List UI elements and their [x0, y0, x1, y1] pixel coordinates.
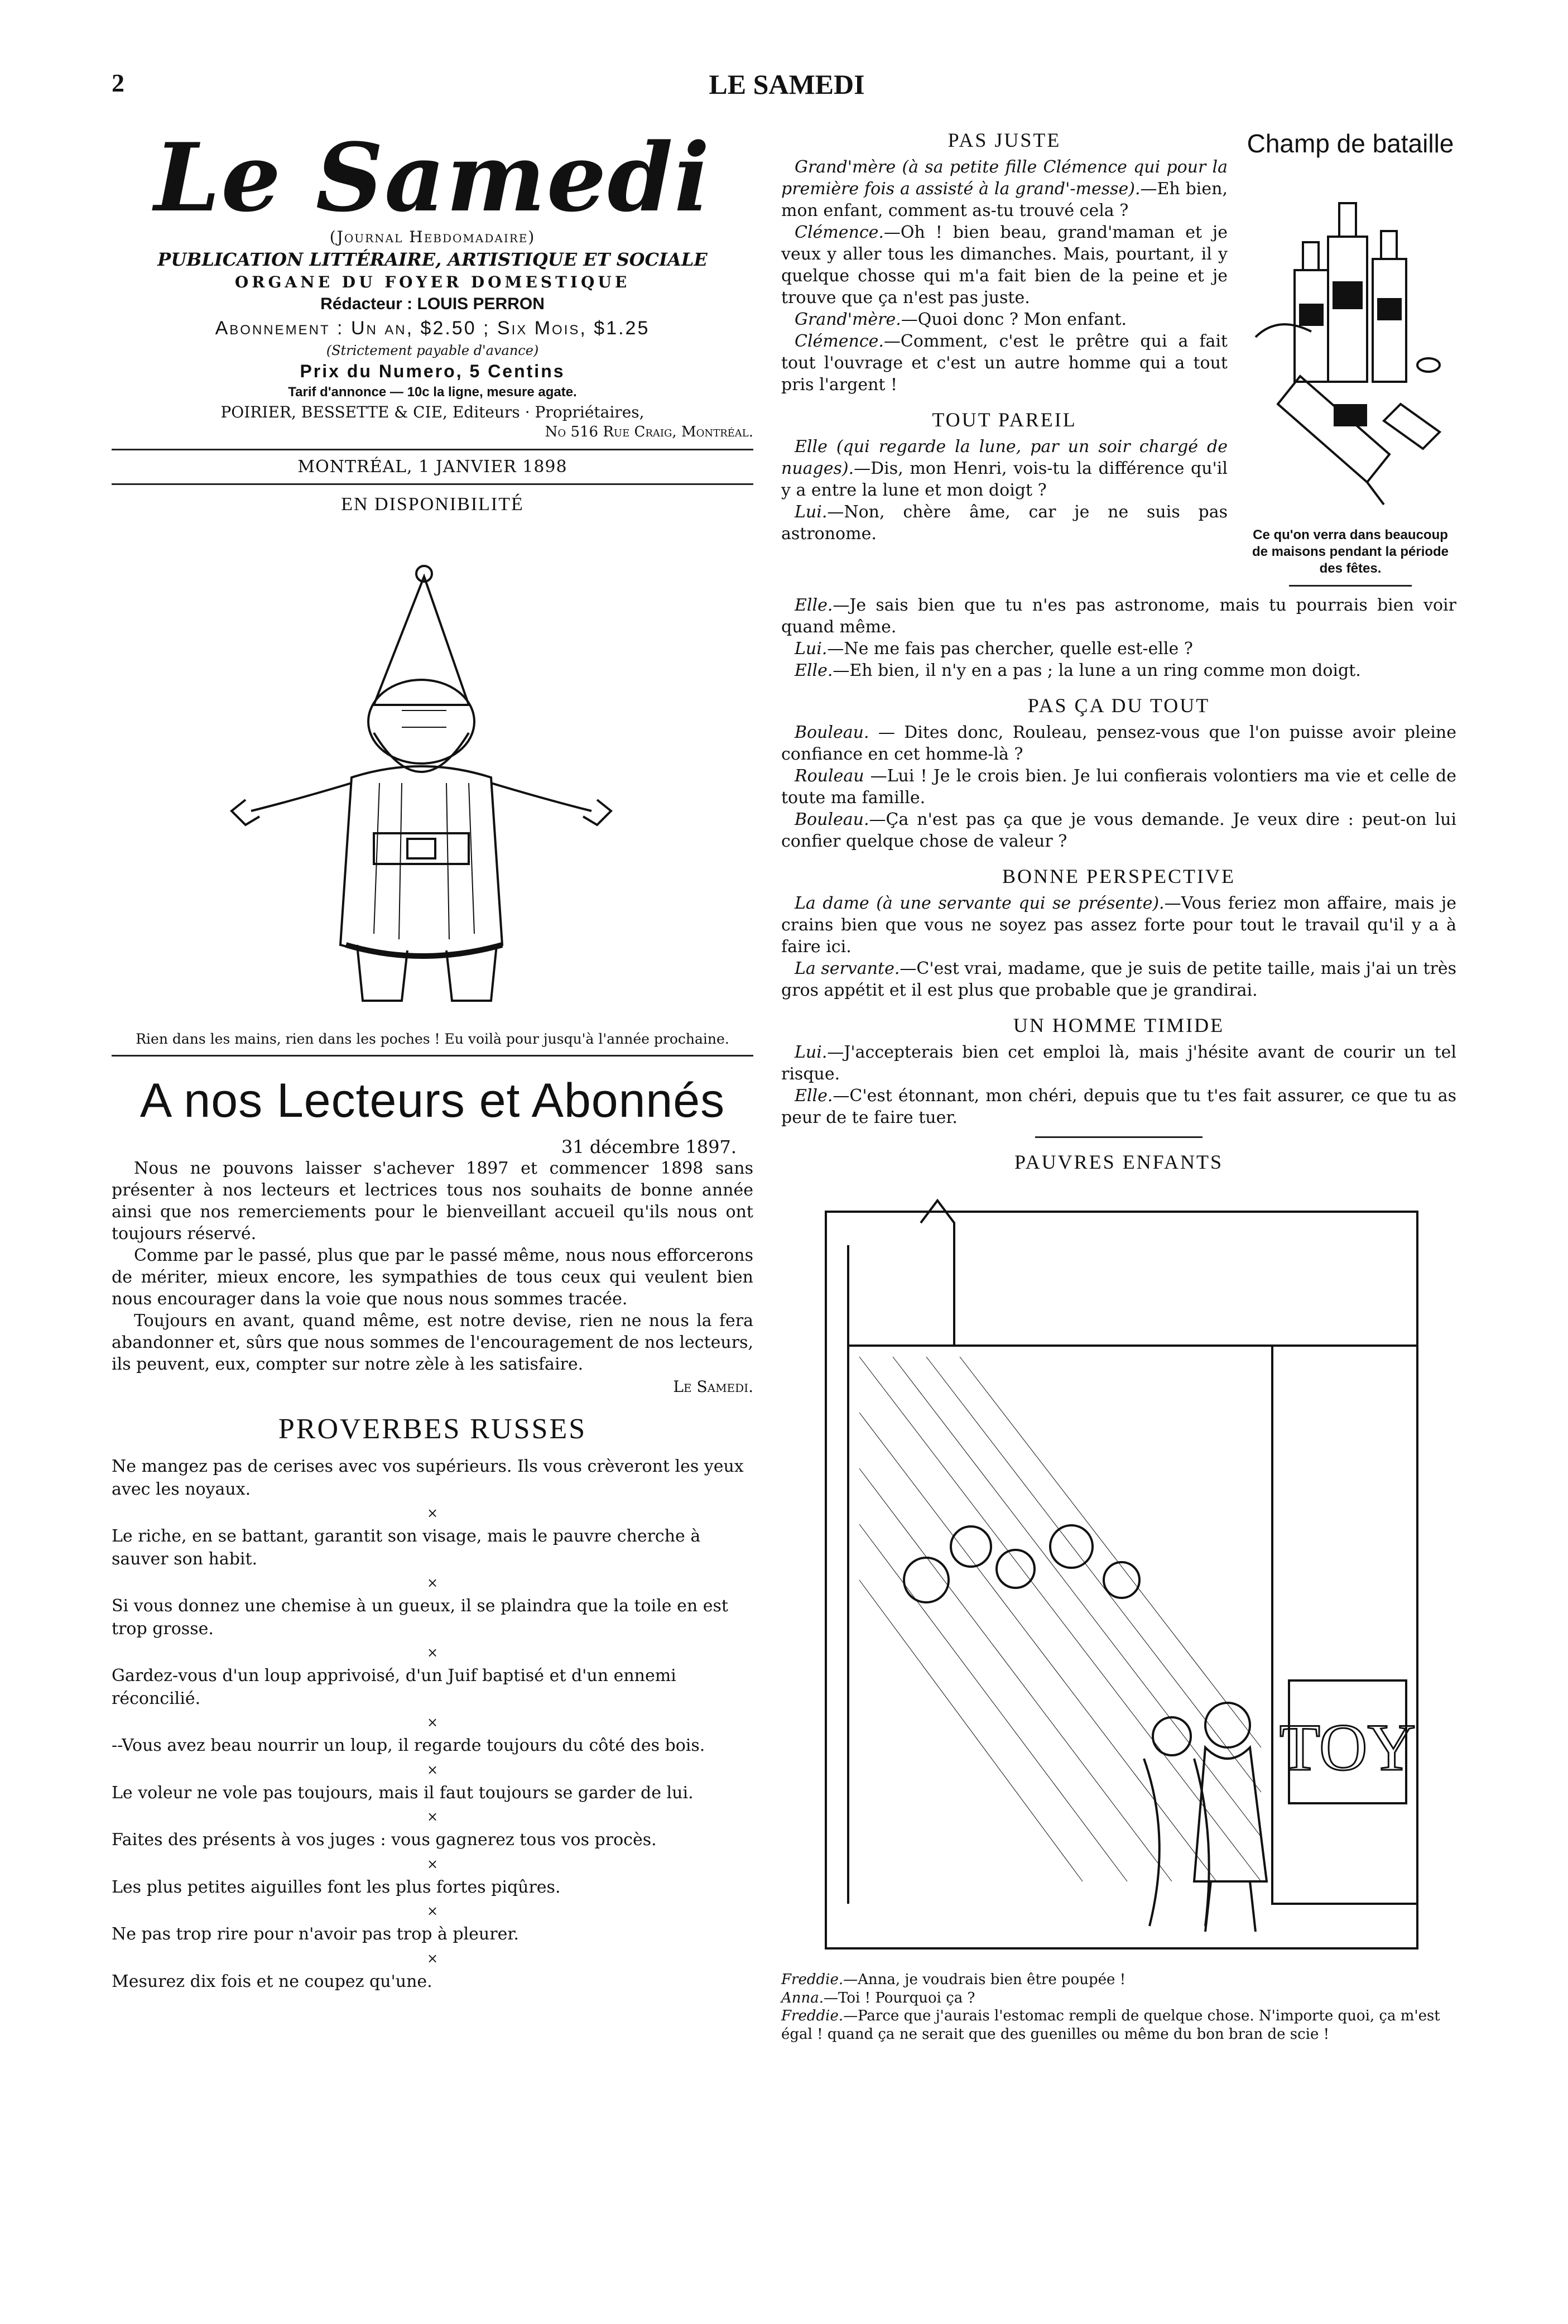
- champ-section: [1244, 128, 1456, 594]
- speech: —J'accepterais bien cet emploi là, mais j'hésite avant de courir un tel risque.: [781, 1043, 1456, 1084]
- timide-dialogue: [781, 1041, 1456, 1129]
- masthead-payable: (Strictement payable d'avance): [326, 342, 539, 358]
- speech: —Toi ! Pourquoi ça ?: [824, 1989, 975, 2006]
- lecteurs-body: [112, 1158, 753, 1375]
- speaker: Elle.: [795, 661, 833, 680]
- masthead: [112, 122, 753, 442]
- speaker: Clémence.: [795, 332, 884, 351]
- speaker: Freddie.: [781, 2008, 844, 2024]
- lecteurs-paragraph: Toujours en avant, quand même, est notre devise, rien ne nous la fera abandonner et, sûrs que nous sommes de l'encouragement de nos lecteurs, ils peuvent, eux, compter sur notre zèle à les satisfaire.: [112, 1311, 753, 1375]
- separator: ×: [426, 1505, 439, 1521]
- speech: — Dites donc, Rouleau, pensez-vous que l'on puisse avoir pleine confiance en cet homme-là ?: [781, 723, 1456, 764]
- pauvres-caption: [781, 1971, 1456, 2043]
- dialogue-line: [781, 722, 1456, 765]
- dialogue-line: [781, 156, 1228, 222]
- divider: [112, 449, 753, 450]
- speaker: Grand'mère.: [795, 310, 901, 329]
- proverbes-list: [112, 1456, 753, 1993]
- speaker: Rouleau: [795, 766, 864, 786]
- masthead-editeurs: POIRIER, BESSETTE & CIE, Editeurs · Propriétaires,: [220, 402, 644, 421]
- proverb: --Vous avez beau nourrir un loup, il regarde toujours du côté des bois.: [112, 1736, 705, 1756]
- masthead-redacteur: Rédacteur : LOUIS PERRON: [320, 295, 545, 314]
- divider: [1289, 585, 1412, 587]
- dialogue-line: [781, 765, 1456, 809]
- masthead-title: Le Samedi: [154, 122, 711, 233]
- bonne-title: BONNE PERSPECTIVE: [1002, 865, 1236, 887]
- masthead-subtitle: (Journal Hebdomadaire): [329, 228, 536, 247]
- champ-title: Champ de bataille: [1247, 129, 1454, 158]
- speech: —Lui ! Je le crois bien. Je lui confierais volontiers ma vie et celle de toute ma famille.: [781, 766, 1456, 808]
- speech: —Dis, mon Henri, vois-tu la différence qu'il y a entre la lune et mon doigt ?: [781, 459, 1228, 500]
- dialogue-line: [781, 958, 1456, 1001]
- masthead-abonnement: Abonnement : Un an, $2.50 ; Six Mois, $1.25: [215, 317, 650, 339]
- speaker: Lui.: [795, 502, 828, 522]
- separator: ×: [426, 1645, 439, 1661]
- left-column: [112, 122, 753, 1993]
- right-column: [781, 128, 1456, 2043]
- top-right-block: [781, 128, 1456, 594]
- dialogue-line: [781, 1041, 1456, 1085]
- issue-date: MONTRÉAL, 1 JANVIER 1898: [297, 457, 567, 477]
- pas-ca-dialogue: [781, 722, 1456, 852]
- speaker: La dame (à une servante qui se présente).: [795, 894, 1165, 913]
- separator: ×: [426, 1950, 439, 1966]
- speaker: Grand'mère (à sa petite fille Clémence qui pour la première fois a assisté à la grand'-messe).: [781, 157, 1228, 199]
- dialogue-line: [781, 660, 1456, 681]
- speech: —Ne me fais pas chercher, quelle est-elle ?: [827, 639, 1193, 659]
- speech: —Oh ! bien beau, grand'maman et je veux y aller tous les dimanches. Mais, pourtant, il y quelque chosse qui m'a fait bien de la peine et je trouve que ça n'est pas juste.: [781, 223, 1228, 308]
- pauvres-title: PAUVRES ENFANTS: [1014, 1151, 1224, 1173]
- proverb: Faites des présents à vos juges : vous gagnerez tous vos procès.: [112, 1830, 657, 1850]
- speech: —Comment, c'est le prêtre qui a fait tout l'ouvrage et c'est un autre homme qui a tout pris l'argent !: [781, 332, 1228, 395]
- dialogue-line: [781, 638, 1456, 660]
- separator: ×: [426, 1809, 439, 1825]
- proverb: Ne pas trop rire pour n'avoir pas trop à pleurer.: [112, 1924, 519, 1944]
- speech: —Ça n'est pas ça que je vous demande. Je veux dire : peut-on lui confier quelque chose de valeur ?: [781, 810, 1456, 851]
- proverb: Ne mangez pas de cerises avec vos supérieurs. Ils vous crèveront les yeux avec les noyaux.: [112, 1457, 744, 1499]
- separator: ×: [426, 1903, 439, 1919]
- speech: —Eh bien, il n'y en a pas ; la lune a un ring comme mon doigt.: [833, 661, 1361, 680]
- speaker: Anna.: [781, 1989, 824, 2006]
- proverbes-title: PROVERBES RUSSES: [278, 1413, 587, 1446]
- dialogue-line: [781, 330, 1228, 396]
- separator: ×: [426, 1575, 439, 1591]
- proverb: Le riche, en se battant, garantit son visage, mais le pauvre cherche à sauver son habit.: [112, 1526, 701, 1569]
- proverb: Gardez-vous d'un loup apprivoisé, d'un Juif baptisé et d'un ennemi réconcilié.: [112, 1666, 676, 1708]
- shop-window-illustration: [781, 1178, 1456, 1971]
- speech: —Eh bien, mon enfant, comment as-tu trouvé cela ?: [781, 179, 1228, 220]
- pas-ca-title: PAS ÇA DU TOUT: [1027, 694, 1210, 717]
- tout-pareil-dialogue-b: [781, 594, 1456, 681]
- dialogue-line: [781, 594, 1456, 638]
- running-title: LE SAMEDI: [709, 69, 865, 100]
- speaker: Elle (qui regarde la lune, par un soir chargé de nuages).: [781, 437, 1228, 478]
- speaker: Lui.: [795, 639, 828, 659]
- speech: —Vous feriez mon affaire, mais je crains bien que vous ne soyez pas assez forte pour tout le travail qu'il y a à faire ici.: [781, 894, 1456, 957]
- speaker: Clémence.: [795, 223, 884, 242]
- champ-caption: Ce qu'on verra dans beaucoup de maisons pendant la période des fêtes.: [1252, 527, 1449, 576]
- divider: [1035, 1136, 1203, 1138]
- dialogue-line: [781, 222, 1228, 309]
- speaker: Lui.: [795, 1043, 828, 1062]
- proverb: Les plus petites aiguilles font les plus fortes piqûres.: [112, 1877, 561, 1897]
- dialogue-line: [781, 1989, 1456, 2008]
- dialogue-line: [781, 436, 1228, 501]
- page-number: 2: [112, 69, 124, 97]
- toy-sign-text: TOY: [1279, 1710, 1416, 1784]
- separator: ×: [426, 1715, 439, 1731]
- dialogue-line: [781, 1971, 1456, 1989]
- speech: —Quoi donc ? Mon enfant.: [901, 310, 1127, 329]
- proverb: Le voleur ne vole pas toujours, mais il faut toujours se garder de lui.: [112, 1783, 694, 1803]
- speech: —Je sais bien que tu n'es pas astronome, mais tu pourrais bien voir quand même.: [781, 596, 1456, 637]
- speaker: Elle.: [795, 1086, 833, 1106]
- speaker: Elle.: [795, 596, 833, 615]
- dialogue-line: [781, 809, 1456, 852]
- divider: [112, 1055, 753, 1057]
- divider: [112, 483, 753, 485]
- proverb: Mesurez dix fois et ne coupez qu'une.: [112, 1971, 432, 1991]
- lecteurs-signature: Le Samedi.: [673, 1377, 753, 1396]
- separator: ×: [426, 1761, 439, 1778]
- dialogue-line: [781, 2007, 1456, 2043]
- bottles-illustration: [1244, 170, 1456, 527]
- timide-title: UN HOMME TIMIDE: [1013, 1014, 1225, 1036]
- tout-pareil-title: TOUT PAREIL: [932, 409, 1077, 431]
- lecteurs-title: A nos Lecteurs et Abonnés: [140, 1074, 725, 1128]
- speech: —Anna, je voudrais bien être poupée !: [843, 1971, 1126, 1988]
- speech: —C'est vrai, madame, que je suis de petite taille, mais j'ai un très gros appétit et il est plus que probable que je grandirai.: [781, 959, 1457, 1000]
- tout-pareil-dialogue-a: [781, 436, 1228, 545]
- lecteurs-paragraph: Nous ne pouvons laisser s'achever 1897 et commencer 1898 sans présenter à nos lecteurs et lectrices tous nos souhaits de bonne année ainsi que nos remerciements pour le bienveillant accueil qu'ils nous ont toujours réservé.: [112, 1159, 753, 1244]
- dialogue-line: [781, 892, 1456, 958]
- santa-illustration: [112, 521, 753, 1023]
- speaker: La servante.: [795, 959, 900, 978]
- masthead-publication: PUBLICATION LITTÉRAIRE, ARTISTIQUE ET SOCIALE: [157, 249, 708, 271]
- masthead-address: No 516 Rue Craig, Montréal.: [545, 424, 753, 441]
- dialogue-line: [781, 309, 1228, 330]
- proverb: Si vous donnez une chemise à un gueux, il se plaindra que la toile en est trop grosse.: [112, 1596, 728, 1639]
- speaker: Bouleau.: [795, 723, 869, 742]
- speech: —C'est étonnant, mon chéri, depuis que tu t'es fait assurer, ce que tu as peur de te faire tuer.: [781, 1086, 1456, 1127]
- lecteurs-date: 31 décembre 1897.: [561, 1136, 737, 1158]
- pas-juste-dialogue: [781, 156, 1228, 396]
- masthead-prix: Prix du Numero, 5 Centins: [300, 361, 565, 381]
- dialogue-line: [781, 1085, 1456, 1129]
- disponibilite-caption: Rien dans les mains, rien dans les poches ! Eu voilà pour jusqu'à l'année prochaine.: [136, 1031, 729, 1048]
- masthead-tarif: Tarif d'annonce — 10c la ligne, mesure agate.: [288, 385, 577, 400]
- separator: ×: [426, 1856, 439, 1872]
- pas-juste-title: PAS JUSTE: [947, 129, 1061, 151]
- bonne-dialogue: [781, 892, 1456, 1001]
- disponibilite-title: EN DISPONIBILITÉ: [341, 494, 524, 515]
- speaker: Bouleau.: [795, 810, 869, 829]
- lecteurs-paragraph: Comme par le passé, plus que par le passé même, nous nous efforcerons de mériter, mieux encore, les sympathies de tous ceux qui veulent bien nous encourager dans la voie que nous nous sommes tracée.: [112, 1246, 753, 1309]
- dialogue-line: [781, 501, 1228, 545]
- speech: —Parce que j'aurais l'estomac rempli de quelque chose. N'importe quoi, ça m'est égal ! quand ça ne serait que des guenilles ou même du bon bran de scie !: [781, 2008, 1440, 2043]
- masthead-organ: ORGANE DU FOYER DOMESTIQUE: [234, 273, 631, 292]
- pas-juste-section: [781, 128, 1228, 594]
- speech: —Non, chère âme, car je ne suis pas astronome.: [781, 502, 1228, 544]
- speaker: Freddie.: [781, 1971, 844, 1988]
